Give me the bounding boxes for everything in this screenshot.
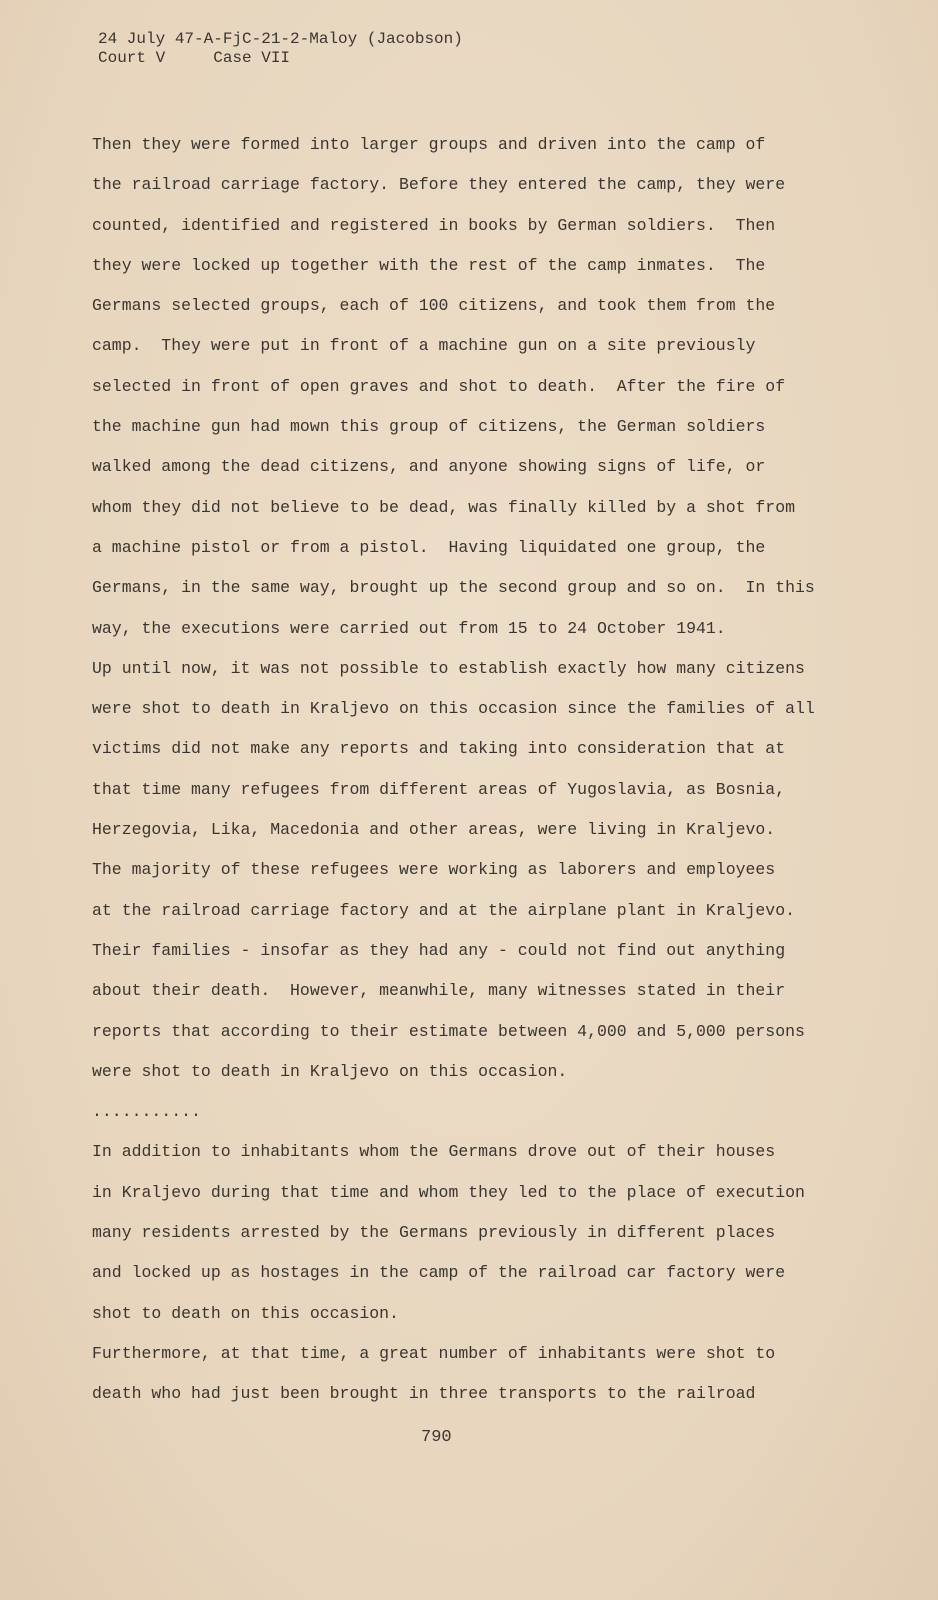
document-header (98, 30, 463, 68)
text-line: were shot to death in Kraljevo on this occasion. (92, 1061, 568, 1081)
text-line: In addition to inhabitants whom the Germans drove out of their houses (92, 1142, 776, 1162)
text-line: in Kraljevo during that time and whom they led to the place of execution (92, 1182, 805, 1202)
document-body (92, 125, 815, 1415)
text-line: the railroad carriage factory. Before they entered the camp, they were (92, 175, 786, 195)
text-line: Their families - insofar as they had any - could not find out anything (92, 940, 786, 960)
page-number: 790 (421, 1428, 452, 1447)
text-line: death who had just been brought in three transports to the railroad (92, 1384, 756, 1404)
header-reference: 24 July 47-A-FjC-21-2-Maloy (Jacobson) (98, 30, 463, 48)
text-line: and locked up as hostages in the camp of the railroad car factory were (92, 1263, 786, 1283)
text-line: a machine pistol or from a pistol. Having liquidated one group, the (92, 537, 766, 557)
text-line: Germans selected groups, each of 100 citizens, and took them from the (92, 296, 776, 316)
text-line: the machine gun had mown this group of citizens, the German soldiers (92, 417, 766, 437)
text-line: at the railroad carriage factory and at the airplane plant in Kraljevo. (92, 900, 796, 920)
text-line: that time many refugees from different areas of Yugoslavia, as Bosnia, (92, 779, 786, 799)
text-line: Germans, in the same way, brought up the second group and so on. In this (92, 578, 815, 598)
text-line: way, the executions were carried out from 15 to 24 October 1941. (92, 618, 726, 638)
text-line: they were locked up together with the rest of the camp inmates. The (92, 255, 766, 275)
text-line: Then they were formed into larger groups and driven into the camp of (92, 135, 766, 154)
text-line: many residents arrested by the Germans previously in different places (92, 1223, 776, 1243)
text-line: walked among the dead citizens, and anyone showing signs of life, or (92, 457, 766, 477)
text-line: were shot to death in Kraljevo on this occasion since the families of all (92, 699, 815, 719)
text-line: Herzegovia, Lika, Macedonia and other areas, were living in Kraljevo. (92, 820, 776, 840)
text-line: counted, identified and registered in books by German soldiers. Then (92, 215, 776, 235)
text-line: The majority of these refugees were working as laborers and employees (92, 860, 776, 880)
text-line: selected in front of open graves and shot to death. After the fire of (92, 376, 786, 396)
text-line: shot to death on this occasion. (92, 1303, 399, 1323)
text-line: victims did not make any reports and taking into consideration that at (92, 739, 786, 759)
text-line: about their death. However, meanwhile, many witnesses stated in their (92, 981, 786, 1001)
text-line: Up until now, it was not possible to establish exactly how many citizens (92, 658, 805, 678)
section-separator: ........... (92, 1102, 201, 1122)
text-line: whom they did not believe to be dead, was finally killed by a shot from (92, 497, 796, 517)
header-court-case: Court V Case VII (98, 49, 291, 67)
text-line: reports that according to their estimate between 4,000 and 5,000 persons (92, 1021, 805, 1041)
text-line: camp. They were put in front of a machine gun on a site previously (92, 336, 756, 356)
text-line: Furthermore, at that time, a great number of inhabitants were shot to (92, 1343, 776, 1363)
